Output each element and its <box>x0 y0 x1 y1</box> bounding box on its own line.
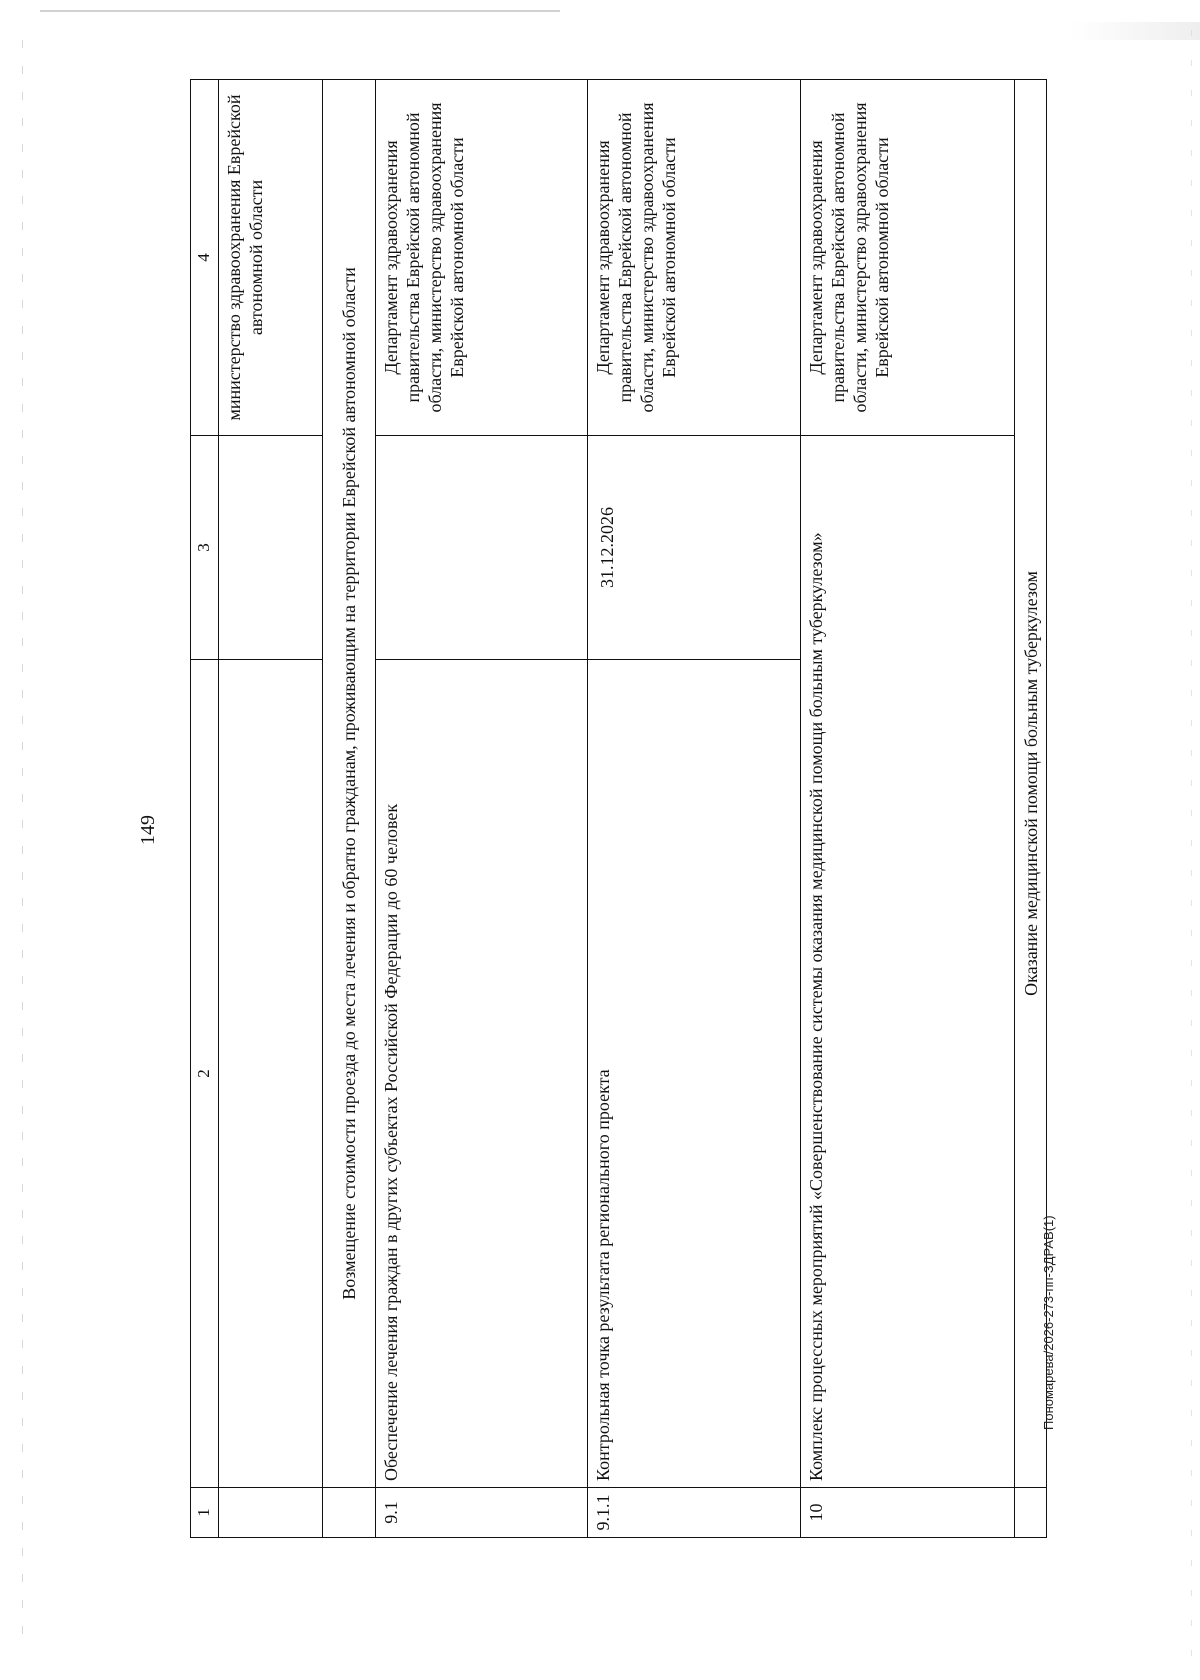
header-col-1: 1 <box>191 1488 219 1538</box>
header-col-4: 4 <box>191 80 219 436</box>
scan-artifact-top <box>40 10 560 12</box>
scan-artifact-left-edge <box>22 40 23 1640</box>
rotated-table-container <box>190 80 1047 1538</box>
header-col-2: 2 <box>191 660 219 1488</box>
section-title-10: Оказание медицинской помощи больным туберкулезом <box>1015 80 1047 1488</box>
table-row-9-1-1 <box>588 80 800 1538</box>
scan-artifact-right-edge <box>1191 30 1192 1670</box>
cell-agency: Департамент здравоохранения правительства Еврейской автономной области, министерство здравоохранения Еврейской автономной области <box>588 80 800 436</box>
cell-num: 9.1.1 <box>588 1488 800 1538</box>
cell-num-empty <box>322 1488 375 1538</box>
document-code: Пономарева/2026-273-пп-ЗДРАВ(1) <box>1041 1215 1056 1430</box>
cell-num-empty <box>1015 1488 1047 1538</box>
page-number: 149 <box>137 815 159 845</box>
cell-num: 10 <box>800 1488 1015 1538</box>
table-row-10 <box>800 80 1015 1538</box>
cell-name: Комплекс процессных мероприятий «Совершенствование системы оказания медицинской помощи больным туберкулезом» <box>800 436 1015 1488</box>
cell-agency: Департамент здравоохранения правительства Еврейской автономной области, министерство здравоохранения Еврейской автономной области <box>800 80 1015 436</box>
cell-agency: министерство здравоохранения Еврейской автономной области <box>218 80 322 436</box>
table-header-row <box>191 80 219 1538</box>
cell-num <box>218 1488 322 1538</box>
cell-date <box>375 436 587 660</box>
section-row-9 <box>322 80 375 1538</box>
cell-name: Обеспечение лечения граждан в других субъектах Российской Федерации до 60 человек <box>375 660 587 1488</box>
cell-date: 31.12.2026 <box>588 436 800 660</box>
header-col-3: 3 <box>191 436 219 660</box>
scan-artifact-corner <box>1070 22 1200 40</box>
cell-num: 9.1 <box>375 1488 587 1538</box>
table-row-9-1 <box>375 80 587 1538</box>
plan-table <box>190 79 1047 1538</box>
cell-name <box>218 660 322 1488</box>
section-title-9: Возмещение стоимости проезда до места лечения и обратно гражданам, проживающим на территории Еврейской автономной области <box>322 80 375 1488</box>
cell-date <box>218 436 322 660</box>
cell-agency: Департамент здравоохранения правительства Еврейской автономной области, министерство здравоохранения Еврейской автономной области <box>375 80 587 436</box>
cell-name: Контрольная точка результата регионального проекта <box>588 660 800 1488</box>
table-row-continued <box>218 80 322 1538</box>
